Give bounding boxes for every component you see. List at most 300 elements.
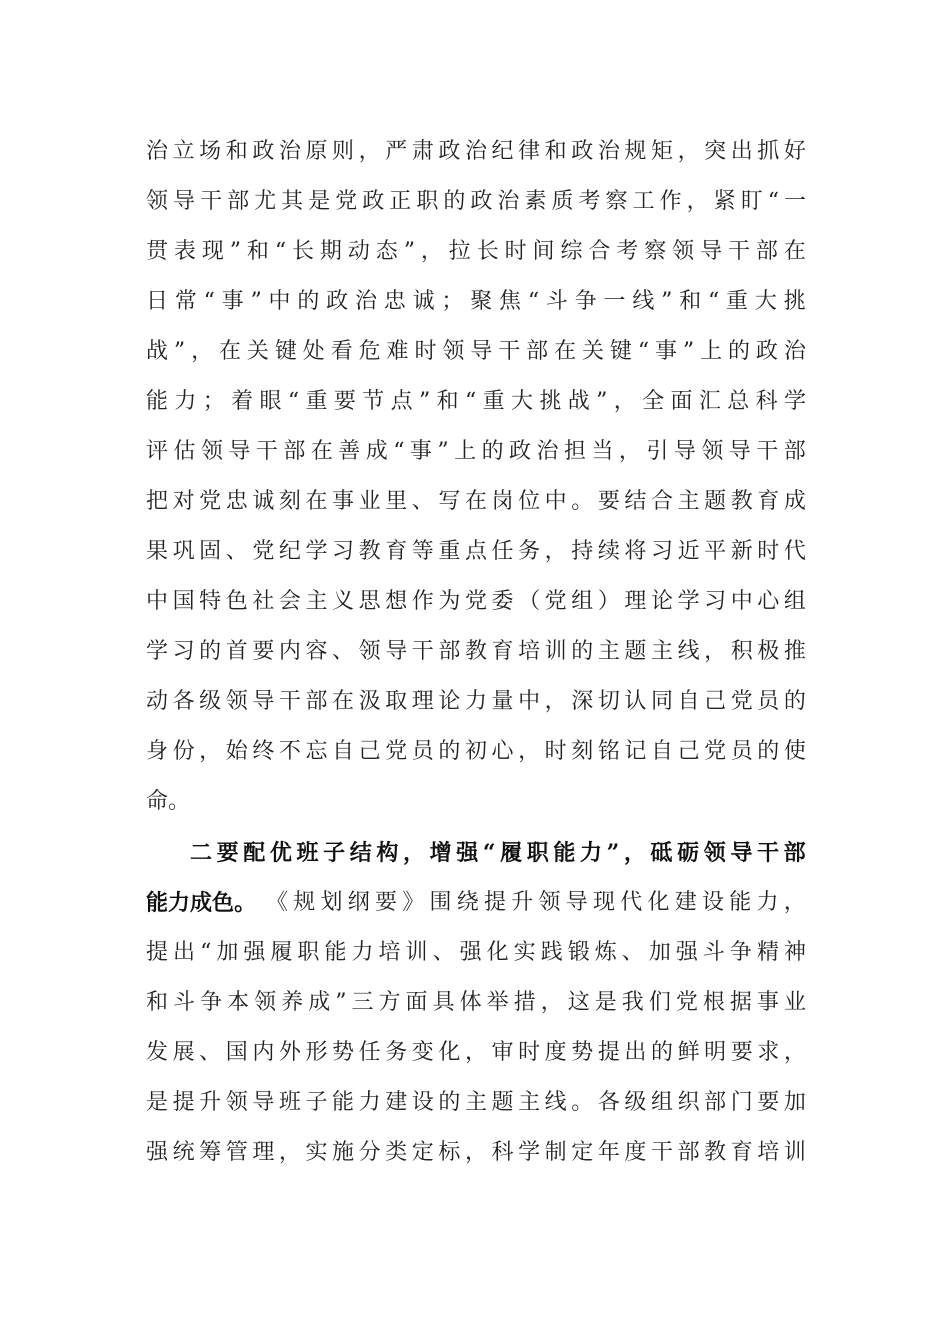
glyph: 化 — [438, 1040, 461, 1065]
glyph: 的 — [443, 189, 466, 214]
glyph: 盯 — [740, 189, 763, 214]
glyph: 和 — [146, 990, 169, 1015]
glyph: 位 — [518, 489, 541, 514]
glyph: 治 — [354, 289, 377, 314]
glyph: 、 — [199, 1040, 222, 1065]
glyph: 委 — [491, 589, 514, 614]
paragraph-line — [146, 227, 806, 277]
glyph: 、 — [332, 639, 355, 664]
glyph: 领 — [225, 1090, 248, 1115]
glyph: 严 — [385, 139, 408, 164]
glyph: 其 — [281, 189, 304, 214]
glyph: 筹 — [199, 1140, 222, 1165]
glyph: 将 — [624, 539, 647, 564]
glyph: 时 — [414, 339, 437, 364]
glyph: ， — [783, 1040, 806, 1065]
glyph: ， — [686, 189, 709, 214]
glyph: 级 — [199, 689, 222, 714]
glyph: 子 — [305, 1090, 328, 1115]
glyph: “ — [637, 339, 650, 364]
glyph: 合 — [650, 489, 673, 514]
glyph: 代 — [620, 890, 643, 915]
glyph: ， — [199, 739, 222, 764]
glyph: 部 — [783, 840, 806, 866]
glyph: 的 — [650, 1040, 673, 1065]
glyph: 把 — [146, 489, 169, 514]
glyph: 写 — [438, 489, 461, 514]
glyph: 二 — [190, 840, 213, 866]
glyph: 作 — [411, 589, 434, 614]
glyph: ” — [682, 339, 695, 364]
glyph: 习 — [332, 539, 355, 564]
glyph: 和 — [436, 389, 459, 414]
glyph: 干 — [498, 339, 521, 364]
glyph: 领 — [146, 189, 169, 214]
glyph: 势 — [571, 1040, 594, 1065]
glyph: 持 — [571, 539, 594, 564]
glyph: 党 — [252, 539, 275, 564]
glyph: 力 — [580, 840, 603, 866]
glyph: 政 — [326, 289, 349, 314]
glyph: 政 — [362, 189, 385, 214]
glyph: 履 — [500, 840, 523, 866]
glyph: 忠 — [225, 489, 248, 514]
glyph: 养 — [281, 990, 304, 1015]
glyph: 和 — [544, 139, 567, 164]
glyph: 理 — [624, 589, 647, 614]
glyph: 导 — [173, 189, 196, 214]
glyph: 建 — [385, 1090, 408, 1115]
glyph: 关 — [581, 339, 604, 364]
glyph: 重 — [726, 289, 749, 314]
paragraph-line — [146, 377, 806, 427]
glyph: 中 — [544, 489, 567, 514]
glyph: 平 — [704, 539, 727, 564]
glyph: 主 — [464, 1090, 487, 1115]
glyph: 是 — [308, 189, 331, 214]
paragraph-line — [146, 427, 806, 477]
glyph: 变 — [411, 1040, 434, 1065]
glyph: 训 — [544, 639, 567, 664]
glyph: 挑 — [539, 389, 562, 414]
glyph: 的 — [297, 289, 320, 314]
glyph: 度 — [544, 1040, 567, 1065]
glyph: 部 — [438, 639, 461, 664]
glyph: 育 — [491, 639, 514, 664]
glyph: 立 — [172, 139, 195, 164]
glyph: 部 — [283, 439, 306, 464]
glyph: 在 — [464, 489, 487, 514]
glyph: 领 — [701, 439, 724, 464]
glyph: 和 — [225, 139, 248, 164]
glyph: 强 — [146, 1140, 169, 1165]
glyph: 度 — [624, 1140, 647, 1165]
glyph: 培 — [757, 1140, 780, 1165]
paragraph-line — [146, 327, 806, 377]
glyph: 治 — [464, 139, 487, 164]
glyph: ， — [544, 539, 567, 564]
glyph: 在 — [783, 239, 806, 264]
glyph: 总 — [727, 389, 750, 414]
glyph: 间 — [532, 239, 555, 264]
glyph: 领 — [538, 890, 561, 915]
glyph: 习 — [650, 539, 673, 564]
glyph: 成 — [190, 890, 213, 916]
glyph: 部 — [783, 439, 806, 464]
glyph: ” — [250, 289, 262, 314]
glyph: 斗 — [702, 940, 725, 965]
glyph: 优 — [269, 840, 292, 866]
glyph: 的 — [199, 639, 222, 664]
glyph: 加 — [648, 940, 671, 965]
glyph: 忘 — [305, 739, 328, 764]
glyph: 势 — [332, 1040, 355, 1065]
glyph: 措 — [513, 990, 536, 1015]
glyph: 实 — [305, 1140, 328, 1165]
glyph: 岗 — [491, 489, 514, 514]
glyph: 能 — [146, 389, 169, 414]
glyph: 社 — [252, 589, 275, 614]
glyph: 理 — [252, 1140, 275, 1165]
glyph: 和 — [246, 239, 269, 264]
glyph: 外 — [278, 1040, 301, 1065]
glyph: 时 — [518, 1040, 541, 1065]
glyph: 组 — [571, 589, 594, 614]
glyph: 、 — [225, 539, 248, 564]
glyph: 结 — [624, 489, 647, 514]
glyph: 发 — [146, 1040, 169, 1065]
glyph: ， — [613, 389, 636, 414]
glyph: 训 — [405, 940, 428, 965]
glyph: “ — [287, 389, 300, 414]
glyph: 求 — [757, 1040, 780, 1065]
glyph: 汲 — [358, 689, 381, 714]
glyph: ” — [229, 239, 242, 264]
glyph: 是 — [594, 990, 617, 1015]
glyph: ” — [437, 439, 449, 464]
glyph: 主 — [650, 639, 673, 664]
glyph: ” — [173, 339, 186, 364]
glyph: 的 — [438, 1090, 461, 1115]
glyph: 科 — [491, 1140, 514, 1165]
glyph: 导 — [252, 1090, 275, 1115]
glyph: 教 — [704, 1140, 727, 1165]
glyph: 部 — [704, 1090, 727, 1115]
glyph: 是 — [146, 1090, 169, 1115]
glyph: 里 — [385, 489, 408, 514]
glyph: ” — [596, 389, 608, 414]
glyph: ， — [540, 990, 563, 1015]
glyph: 力 — [756, 890, 779, 915]
glyph: 在 — [219, 339, 242, 364]
glyph: 形 — [305, 1040, 328, 1065]
glyph: 学 — [677, 589, 700, 614]
paragraph-line — [146, 527, 806, 577]
glyph: 着 — [231, 389, 254, 414]
glyph: 点 — [464, 539, 487, 564]
glyph: 、 — [432, 940, 455, 965]
glyph: 举 — [486, 990, 509, 1015]
glyph: ） — [597, 589, 620, 614]
glyph: 己 — [677, 739, 700, 764]
glyph: 要 — [730, 1040, 753, 1065]
glyph: ， — [420, 239, 443, 264]
glyph: 推 — [783, 639, 806, 664]
glyph: 己 — [704, 689, 727, 714]
glyph: 导 — [730, 840, 753, 866]
glyph: 提 — [597, 1040, 620, 1065]
glyph: ， — [783, 890, 806, 915]
glyph: 危 — [358, 339, 381, 364]
glyph: 的 — [438, 739, 461, 764]
paragraph-line: 命。 — [146, 789, 191, 814]
glyph: 代 — [783, 539, 806, 564]
glyph: 部 — [227, 189, 250, 214]
glyph: 明 — [704, 1040, 727, 1065]
glyph: 具 — [432, 990, 455, 1015]
glyph: 鲜 — [677, 1040, 700, 1065]
glyph: 要 — [252, 639, 275, 664]
glyph: 色 — [212, 890, 235, 916]
glyph: “ — [527, 289, 540, 314]
glyph: 班 — [296, 840, 319, 866]
glyph: 三 — [351, 990, 374, 1015]
glyph: 为 — [438, 589, 461, 614]
glyph: 忠 — [383, 289, 406, 314]
glyph: 键 — [274, 339, 297, 364]
glyph: 强 — [456, 840, 479, 866]
glyph: 政 — [509, 439, 532, 464]
glyph: 。 — [234, 890, 257, 916]
glyph: 建 — [674, 890, 697, 915]
glyph: 的 — [481, 439, 504, 464]
heading-tail — [146, 878, 256, 928]
glyph: 审 — [491, 1040, 514, 1065]
glyph: 部 — [305, 689, 328, 714]
glyph: 切 — [597, 689, 620, 714]
glyph: 各 — [172, 689, 195, 714]
glyph: 制 — [544, 1140, 567, 1165]
glyph: 续 — [597, 539, 620, 564]
glyph: 刻 — [571, 739, 594, 764]
glyph: 要 — [375, 890, 398, 915]
glyph: 教 — [464, 639, 487, 664]
glyph: 大 — [754, 289, 777, 314]
glyph: 份 — [172, 739, 195, 764]
glyph: 表 — [173, 239, 196, 264]
glyph: 干 — [200, 189, 223, 214]
glyph: 长 — [476, 239, 499, 264]
glyph: 刻 — [278, 489, 301, 514]
glyph: 育 — [385, 539, 408, 564]
glyph: 组 — [650, 1090, 673, 1115]
glyph: 一 — [603, 289, 626, 314]
glyph: 展 — [172, 1040, 195, 1065]
paragraph-line — [146, 1028, 806, 1078]
glyph: 键 — [609, 339, 632, 364]
glyph: 施 — [332, 1140, 355, 1165]
glyph: 精 — [756, 940, 779, 965]
section-heading — [190, 828, 806, 878]
glyph: 导 — [728, 439, 751, 464]
glyph: 业 — [358, 489, 381, 514]
glyph: 划 — [320, 890, 343, 915]
glyph: 题 — [704, 489, 727, 514]
glyph: ， — [403, 840, 426, 866]
glyph: 动 — [146, 689, 169, 714]
glyph: 和 — [679, 289, 702, 314]
glyph: 领 — [358, 639, 381, 664]
glyph: 论 — [438, 689, 461, 714]
glyph: 估 — [173, 439, 196, 464]
glyph: 治 — [278, 139, 301, 164]
glyph: “ — [200, 940, 212, 965]
glyph: 首 — [225, 639, 248, 664]
glyph: ， — [464, 1040, 487, 1065]
glyph: 诚 — [412, 289, 435, 314]
glyph: 构 — [376, 840, 399, 866]
glyph: 领 — [200, 439, 223, 464]
glyph: 本 — [227, 990, 250, 1015]
glyph: 政 — [571, 139, 594, 164]
glyph: 身 — [146, 739, 169, 764]
glyph: ” — [335, 990, 347, 1015]
glyph: 上 — [454, 439, 477, 464]
glyph: 拉 — [448, 239, 471, 264]
glyph: 绕 — [456, 890, 479, 915]
glyph: 子 — [323, 840, 346, 866]
glyph: 方 — [378, 990, 401, 1015]
glyph: 任 — [358, 1040, 381, 1065]
glyph: 题 — [491, 1090, 514, 1115]
glyph: 眼 — [259, 389, 282, 414]
glyph: 年 — [597, 1140, 620, 1165]
glyph: 学 — [518, 1140, 541, 1165]
glyph: 标 — [438, 1140, 461, 1165]
glyph: ， — [278, 1140, 301, 1165]
glyph: 长 — [292, 239, 315, 264]
glyph: 能 — [332, 1090, 355, 1115]
glyph: 色 — [225, 589, 248, 614]
paragraph-line — [146, 477, 806, 527]
glyph: 部 — [526, 339, 549, 364]
glyph: 面 — [670, 389, 693, 414]
glyph: ， — [358, 139, 381, 164]
glyph: 在 — [332, 689, 355, 714]
glyph: 领 — [225, 689, 248, 714]
glyph: 化 — [647, 890, 670, 915]
glyph: 量 — [491, 689, 514, 714]
glyph: 心 — [757, 589, 780, 614]
glyph: 尤 — [254, 189, 277, 214]
glyph: 近 — [677, 539, 700, 564]
glyph: 担 — [563, 439, 586, 464]
glyph: 强 — [243, 940, 266, 965]
glyph: 突 — [704, 139, 727, 164]
glyph: 节 — [362, 389, 385, 414]
glyph: 斗 — [545, 289, 568, 314]
glyph: 科 — [755, 389, 778, 414]
glyph: 设 — [411, 1090, 434, 1115]
glyph: 主 — [305, 589, 328, 614]
glyph: 政 — [252, 139, 275, 164]
glyph: 导 — [252, 689, 275, 714]
glyph: 原 — [305, 139, 328, 164]
glyph: ” — [606, 840, 620, 866]
glyph: 规 — [293, 890, 316, 915]
glyph: 会 — [278, 589, 301, 614]
glyph: 争 — [574, 289, 597, 314]
glyph: 化 — [486, 940, 509, 965]
glyph: 配 — [243, 840, 266, 866]
glyph: 导 — [228, 439, 251, 464]
glyph: 党 — [704, 739, 727, 764]
glyph: 己 — [358, 739, 381, 764]
glyph: ， — [191, 339, 214, 364]
glyph: 《 — [266, 890, 289, 915]
glyph: 升 — [199, 1090, 222, 1115]
glyph: 体 — [459, 990, 482, 1015]
glyph: 治 — [597, 139, 620, 164]
glyph: 成 — [308, 990, 331, 1015]
glyph: 干 — [756, 439, 779, 464]
glyph: 导 — [470, 339, 493, 364]
glyph: 现 — [593, 890, 616, 915]
glyph: 干 — [727, 239, 750, 264]
glyph: 神 — [783, 940, 806, 965]
glyph: 果 — [146, 539, 169, 564]
glyph: 主 — [677, 489, 700, 514]
glyph: 践 — [540, 940, 563, 965]
glyph: 结 — [349, 840, 372, 866]
glyph: 的 — [571, 639, 594, 664]
glyph: 训 — [783, 1140, 806, 1165]
glyph: 常 — [174, 289, 197, 314]
glyph: 党 — [675, 990, 698, 1015]
glyph: 治 — [783, 339, 806, 364]
glyph: 培 — [518, 639, 541, 664]
glyph: 心 — [491, 739, 514, 764]
glyph: 我 — [621, 990, 644, 1015]
glyph: 点 — [390, 389, 413, 414]
glyph: 加 — [216, 940, 239, 965]
glyph: 习 — [704, 589, 727, 614]
glyph: 任 — [491, 539, 514, 564]
glyph: 治 — [146, 139, 169, 164]
glyph: 员 — [757, 689, 780, 714]
glyph: 战 — [146, 339, 169, 364]
glyph: “ — [464, 389, 477, 414]
glyph: 争 — [200, 990, 223, 1015]
glyph: 干 — [278, 689, 301, 714]
glyph: 设 — [702, 890, 725, 915]
glyph: 综 — [560, 239, 583, 264]
glyph: 肃 — [411, 139, 434, 164]
glyph: ， — [677, 139, 700, 164]
glyph: 积 — [730, 639, 753, 664]
glyph: 自 — [332, 739, 355, 764]
glyph: 纪 — [278, 539, 301, 564]
glyph: 记 — [624, 739, 647, 764]
glyph: 线 — [632, 289, 655, 314]
glyph: 党 — [730, 689, 753, 714]
glyph: 实 — [513, 940, 536, 965]
glyph: 织 — [677, 1090, 700, 1115]
glyph: 。 — [571, 489, 594, 514]
glyph: 焦 — [499, 289, 522, 314]
glyph: 成 — [783, 489, 806, 514]
glyph: 线 — [544, 1090, 567, 1115]
